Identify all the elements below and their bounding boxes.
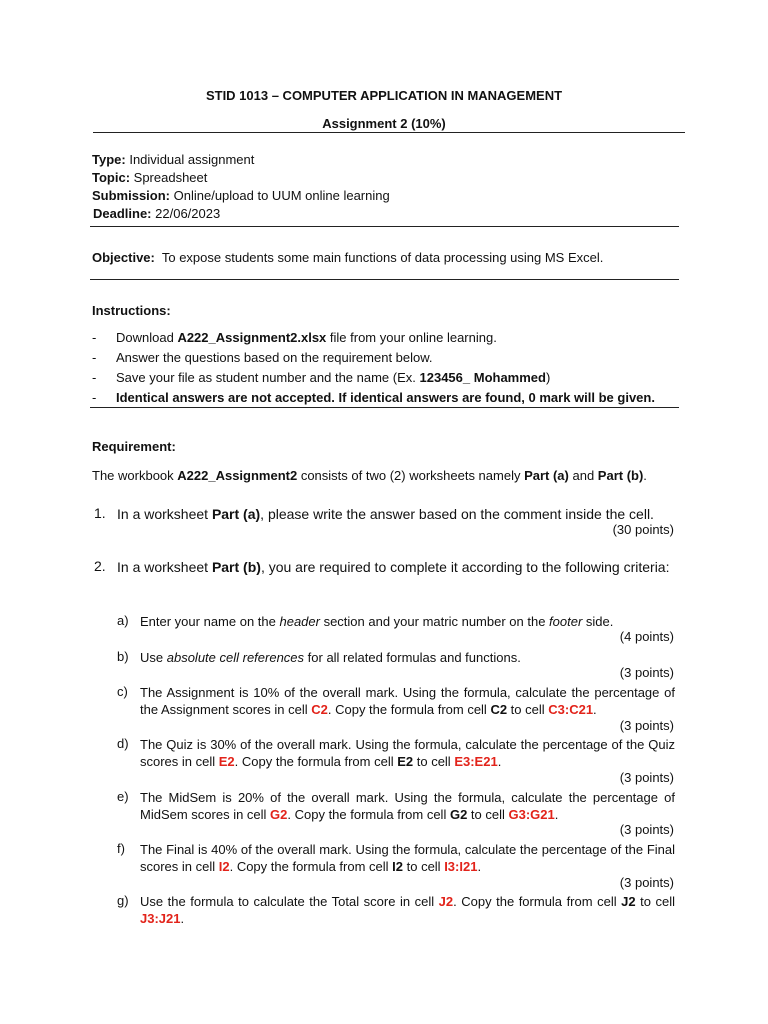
instruction-3	[116, 370, 550, 385]
objective-text: To expose students some main functions of data processing using MS Excel.	[161, 250, 604, 265]
sub-d-t3: . Copy the formula from cell	[234, 754, 398, 769]
requirement-heading: Requirement:	[92, 439, 176, 454]
cell-range-g3-g21: G3:G21	[508, 807, 555, 822]
assignment-title: Assignment 2 (10%)	[322, 116, 446, 131]
sub-d-t5: to cell	[413, 754, 455, 769]
question-1-number: 1.	[94, 505, 106, 521]
sub-f-t1: The Final is 40% of the overall mark. Using the formula, calculate the percentage of the Final scores in cell	[140, 842, 675, 874]
sub-e-label: e)	[117, 789, 129, 804]
objective-label: Objective:	[92, 250, 155, 265]
course-title: STID 1013 – COMPUTER APPLICATION IN MANAGEMENT	[205, 88, 563, 103]
sub-b-label: b)	[117, 649, 129, 664]
cell-ref-c2-bold: C2	[490, 702, 508, 717]
workbook-filename: A222_Assignment2.xlsx	[177, 330, 327, 345]
intro-text-2: consists of two (2) worksheets namely	[297, 468, 525, 483]
deadline-line	[93, 206, 220, 221]
sub-b-absolute-refs: absolute cell references	[166, 650, 305, 665]
question-1-text	[117, 505, 675, 523]
objective-divider	[90, 279, 679, 280]
q1-tail: , please write the answer based on the comment inside the cell.	[260, 506, 654, 522]
deadline-value: 22/06/2023	[155, 206, 221, 221]
sub-a-t3: section and your matric number on the	[319, 614, 550, 629]
sub-e-text	[140, 789, 675, 823]
sub-g-t7: .	[180, 911, 185, 926]
sub-a-header: header	[279, 614, 320, 629]
submission-line	[92, 188, 390, 203]
sub-f-t7: .	[477, 859, 482, 874]
type-value: Individual assignment	[129, 152, 255, 167]
sub-a-t5: side.	[582, 614, 614, 629]
sub-e-t7: .	[554, 807, 559, 822]
intro-text: The workbook	[92, 468, 178, 483]
worksheet-part-b: Part (b)	[597, 468, 644, 483]
header-divider	[93, 132, 685, 133]
cell-ref-g2-bold: G2	[449, 807, 468, 822]
sub-g-t1: Use the formula to calculate the Total score in cell	[140, 894, 439, 909]
sub-a-t1: Enter your name on the	[140, 614, 280, 629]
instruction-3-tail: )	[545, 370, 551, 385]
cell-ref-g2: G2	[270, 807, 288, 822]
sub-d-points: (3 points)	[619, 770, 674, 785]
type-label: Type:	[92, 152, 126, 167]
type-line	[92, 152, 254, 167]
question-1-points: (30 points)	[612, 522, 674, 537]
sub-c-t5: to cell	[507, 702, 549, 717]
sub-c-text	[140, 684, 675, 718]
bullet-dash: -	[92, 370, 97, 385]
sub-c-t1: The Assignment is 10% of the overall mark. Using the formula, calculate the percentage of the Assignment scores in cell	[140, 685, 675, 717]
sub-c-t3: . Copy the formula from cell	[327, 702, 491, 717]
topic-value: Spreadsheet	[133, 170, 208, 185]
sub-d-text	[140, 736, 675, 770]
instructions-heading: Instructions:	[92, 303, 171, 318]
q1-part: Part (a)	[211, 506, 261, 522]
instruction-2: Answer the questions based on the requirement below.	[116, 350, 433, 365]
sub-d-t1: The Quiz is 30% of the overall mark. Using the formula, calculate the percentage of the Quiz scores in cell	[140, 737, 675, 769]
topic-label: Topic:	[92, 170, 131, 185]
sub-a-points: (4 points)	[619, 629, 674, 644]
cell-range-c3-c21: C3:C21	[548, 702, 594, 717]
cell-ref-i2-bold: I2	[392, 859, 403, 874]
sub-b-text	[140, 649, 675, 666]
bullet-dash: -	[92, 330, 97, 345]
sub-f-t3: . Copy the formula from cell	[229, 859, 393, 874]
filename-example: 123456_ Mohammed	[419, 370, 546, 385]
q2-text: In a worksheet	[117, 559, 212, 575]
cell-ref-c2: C2	[311, 702, 328, 717]
sub-c-points: (3 points)	[619, 718, 674, 733]
sub-b-t1: Use	[140, 650, 167, 665]
worksheet-part-a: Part (a)	[524, 468, 569, 483]
q2-tail: , you are required to complete it according to the following criteria:	[260, 559, 670, 575]
cell-range-e3-e21: E3:E21	[454, 754, 498, 769]
sub-f-t5: to cell	[403, 859, 445, 874]
workbook-name: A222_Assignment2	[177, 468, 298, 483]
sub-g-text	[140, 893, 675, 927]
sub-f-text	[140, 841, 675, 875]
sub-e-t5: to cell	[467, 807, 509, 822]
sub-b-t3: for all related formulas and functions.	[304, 650, 521, 665]
instructions-divider	[90, 407, 679, 408]
sub-g-t3: . Copy the formula from cell	[453, 894, 622, 909]
sub-g-t5: to cell	[635, 894, 675, 909]
sub-f-points: (3 points)	[619, 875, 674, 890]
sub-f-label: f)	[117, 841, 125, 856]
q1-text: In a worksheet	[117, 506, 212, 522]
sub-a-footer: footer	[549, 614, 583, 629]
info-divider	[90, 226, 679, 227]
question-2-text	[117, 558, 675, 576]
sub-a-text	[140, 613, 675, 630]
sub-c-t7: .	[593, 702, 597, 717]
instruction-1	[116, 330, 497, 345]
intro-and: and	[568, 468, 598, 483]
objective-line	[92, 250, 603, 265]
sub-g-label: g)	[117, 893, 129, 908]
cell-ref-i2: I2	[218, 859, 230, 874]
intro-period: .	[643, 468, 647, 483]
cell-range-i3-i21: I3:I21	[444, 859, 478, 874]
instruction-4: Identical answers are not accepted. If identical answers are found, 0 mark will be given.	[116, 390, 655, 405]
cell-ref-e2-bold: E2	[397, 754, 414, 769]
cell-ref-j2: J2	[438, 894, 454, 909]
cell-range-j3-j21: J3:J21	[140, 911, 181, 926]
sub-a-label: a)	[117, 613, 129, 628]
sub-c-label: c)	[117, 684, 128, 699]
deadline-label: Deadline:	[93, 206, 152, 221]
sub-e-t3: . Copy the formula from cell	[287, 807, 450, 822]
sub-e-points: (3 points)	[619, 822, 674, 837]
cell-ref-j2-bold: J2	[621, 894, 636, 909]
instruction-3-text: Save your file as student number and the name (Ex.	[116, 370, 420, 385]
bullet-dash: -	[92, 390, 97, 405]
question-2-number: 2.	[94, 558, 106, 574]
submission-label: Submission:	[92, 188, 171, 203]
instruction-1-text: Download	[116, 330, 178, 345]
submission-value: Online/upload to UUM online learning	[173, 188, 390, 203]
q2-part: Part (b)	[211, 559, 261, 575]
bullet-dash: -	[92, 350, 97, 365]
sub-b-points: (3 points)	[619, 665, 674, 680]
sub-e-t1: The MidSem is 20% of the overall mark. Using the formula, calculate the percentage of MidSem scores in cell	[140, 790, 675, 822]
cell-ref-e2: E2	[218, 754, 235, 769]
sub-d-t7: .	[497, 754, 502, 769]
sub-d-label: d)	[117, 736, 129, 751]
instruction-1-tail: file from your online learning.	[326, 330, 497, 345]
topic-line	[92, 170, 207, 185]
requirement-intro	[92, 468, 647, 483]
